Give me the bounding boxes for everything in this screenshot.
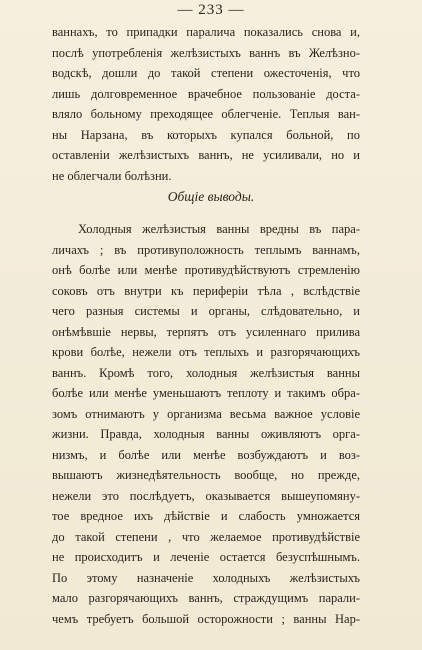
page-header: — 233 — (177, 2, 245, 18)
text-line: вляло больному преходящее облегченіе. Теплыя ван- (52, 107, 360, 121)
text-line: зомъ отнимаютъ у организма весьма важное условіе (52, 406, 360, 421)
text-line: послѣ употребленія желѣзистыхъ ваннъ въ Желѣзно- (52, 45, 360, 60)
text-line: крови болѣе, нежели отъ теплыхъ и разгорячающихъ (52, 345, 360, 359)
text-line: тое вредное ихъ дѣйствіе и слабость умножается (52, 509, 360, 523)
text-line: чего разныя системы и органы, слѣдовательно, и (52, 304, 360, 318)
paragraph-1 (52, 22, 360, 186)
text-line: онѣ болѣе или менѣе противудѣйствуютъ стремленію (52, 263, 360, 277)
text-line: соковъ отъ внутри къ периферіи тѣла , вслѣдствіе (52, 283, 360, 298)
text-line: болѣе или менѣе уменьшаютъ теплоту и такимъ обра- (52, 386, 360, 400)
text-line: онѣмѣвшіе нервы, терпятъ отъ усиленнаго прилива (52, 324, 360, 339)
text-line: мало разгорячающихъ ваннъ, страждущимъ парали- (52, 591, 360, 605)
section-title: Общіе выводы. (167, 189, 255, 204)
text-line: до такой степени , что желаемое противудѣйствіе (52, 529, 360, 544)
text-line: оставленіи желѣзистыхъ ваннъ, не усиливали, но и (52, 148, 360, 162)
text-line: водскѣ, дошли до такой степени ожесточенія, что (52, 66, 360, 80)
text-line: ваннахъ, то припадки паралича показались снова и, (52, 25, 360, 39)
text-line: жизни. Правда, холодныя ванны оживляютъ орга- (52, 427, 360, 441)
text-line: не облегчали болѣзни. (52, 168, 172, 183)
text-line: По этому назначеніе холодныхъ желѣзистыхъ (52, 570, 360, 585)
text-line: ваннъ. Кромѣ того, холодныя желѣзистыя ванны (52, 365, 360, 380)
text-line: нежели это послѣдуетъ, оказывается вышеупомяну- (52, 488, 360, 503)
text-line: ны Нарзана, въ которыхъ купался больной, по (52, 127, 360, 142)
text-line: низмъ, и болѣе или менѣе возбуждаютъ и воз- (52, 447, 360, 462)
text-line: чемъ требуетъ большой осторожности ; ванны Нар- (52, 611, 360, 626)
text-line: вышаютъ жизнедѣятельность вообще, но прежде, (52, 468, 360, 482)
text-line: личахъ ; въ противуположность теплымъ ваннамъ, (52, 242, 360, 257)
text-line: лишь долговременное врачебное пользованіе доста- (52, 86, 360, 101)
text-line: не происходитъ и леченіе остается безуспѣшнымъ. (52, 550, 360, 564)
paragraph-2 (52, 219, 360, 629)
text-line: Холодныя желѣзистыя ванны вредны въ пара- (78, 222, 360, 236)
